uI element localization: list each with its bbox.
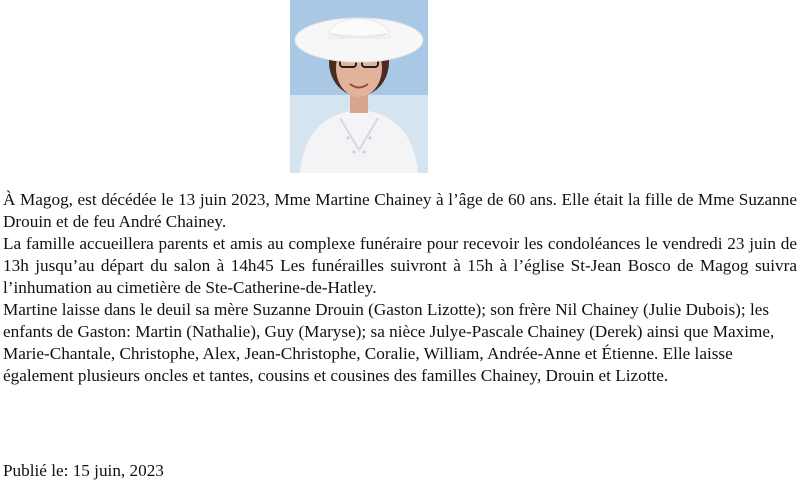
- obituary-paragraph-death-notice: À Magog, est décédée le 13 juin 2023, Mme Martine Chainey à l’âge de 60 ans. Elle était la fille de Mme Suzanne Drouin et de feu André Chainey.: [3, 190, 797, 231]
- portrait-photo-icon: [290, 0, 428, 173]
- obituary-text: [3, 189, 797, 387]
- obituary-paragraph-survivors: Martine laisse dans le deuil sa mère Suzanne Drouin (Gaston Lizotte); son frère Nil Chainey (Julie Dubois); les enfants de Gaston: Martin (Nathalie), Guy (Maryse); sa nièce Julye-Pascale Chainey (Derek) ainsi que Maxime, Marie-Chantale, Christophe, Alex, Jean-Christophe, Coralie, William, Andrée-Anne et Étienne. Elle laisse également plusieurs oncles et tantes, cousins et cousines des familles Chainey, Drouin et Lizotte.: [3, 300, 775, 385]
- portrait-photo: [290, 0, 428, 173]
- obituary-paragraph-funeral-details: La famille accueillera parents et amis au complexe funéraire pour recevoir les condoléances le vendredi 23 juin de 13h jusqu’au départ du salon à 14h45 Les funérailles suivront à 15h à l’église St-Jean Bosco de Magog suivra l’inhumation au cimetière de Ste-Catherine-de-Hatley.: [3, 234, 797, 297]
- published-date: Publié le: 15 juin, 2023: [3, 461, 164, 480]
